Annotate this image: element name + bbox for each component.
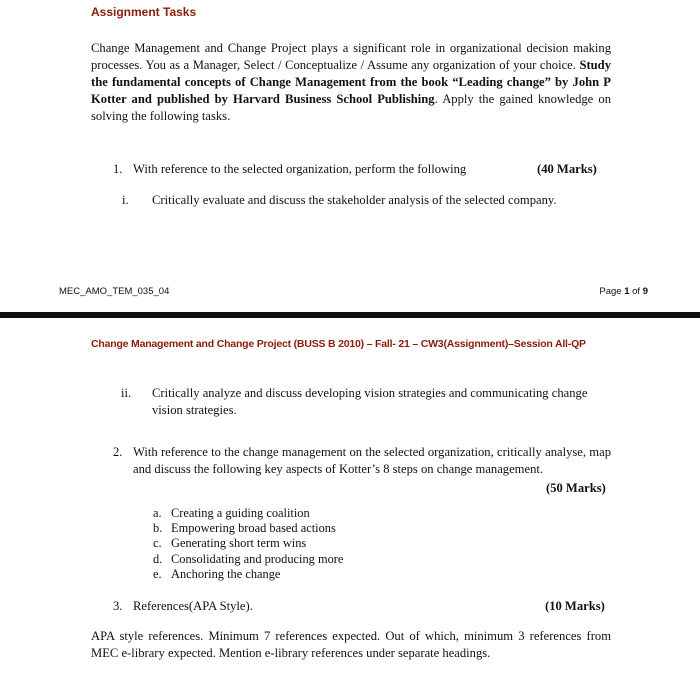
list-item-text: Creating a guiding coalition <box>171 506 310 520</box>
question-1ii-number: ii. <box>121 386 132 400</box>
question-2-text: With reference to the change management on the selected organization, critically analyse, map and discuss the following key aspects of Kotter’s 8 steps on change management. <box>133 445 611 476</box>
list-item-letter: c. <box>153 536 162 551</box>
question-1i-text: Critically evaluate and discuss the stakeholder analysis of the selected company. <box>152 193 557 207</box>
list-item-text: Empowering broad based actions <box>171 521 336 536</box>
question-1i-number: i. <box>122 193 129 207</box>
intro-text-1: Change Management and Change Project plays a significant role in organizational decision making processes. You as a Manager, Select / Conceptualize / Assume any organization of your choice. <box>91 41 611 72</box>
page-number <box>599 286 648 297</box>
list-item-text: Consolidating and producing more <box>171 551 344 566</box>
page-total: 9 <box>642 286 648 297</box>
list-item-letter: b. <box>153 521 163 536</box>
kotter-steps-list <box>153 506 343 582</box>
list-item <box>153 536 343 551</box>
page-of: of <box>629 286 643 297</box>
question-2-number: 2. <box>113 445 123 459</box>
question-3-text: References(APA Style). <box>133 599 253 613</box>
list-item-text: Generating short term wins <box>171 536 307 551</box>
document-page-1 <box>0 0 700 312</box>
question-1-text: With reference to the selected organization, perform the following <box>133 162 467 176</box>
question-1ii-text: Critically analyze and discuss developing vision strategies and communicating change vision strategies. <box>152 386 588 417</box>
list-item <box>153 552 343 567</box>
page-current: 1 <box>624 286 630 297</box>
intro-text-bold: Study the fundamental concepts of Change Management from the book “Leading change” by John P Kotter and published by Harvard Business School Publishing <box>91 58 611 106</box>
intro-paragraph <box>91 40 611 125</box>
question-3-number: 3. <box>113 599 123 613</box>
references-paragraph: APA style references. Minimum 7 references expected. Out of which, minimum 3 references from MEC e-library expected. Mention e-library references under separate headings. <box>91 629 611 660</box>
course-header: Change Management and Change Project (BUSS B 2010) – Fall- 21 – CW3(Assignment)–Session All-QP <box>91 338 586 350</box>
list-item <box>153 521 343 536</box>
question-3-marks: (10 Marks) <box>545 599 605 613</box>
list-item-letter: a. <box>153 506 162 520</box>
document-page-2 <box>0 318 700 677</box>
list-item-text: Anchoring the change <box>171 566 281 581</box>
document-code: MEC_AMO_TEM_035_04 <box>59 286 170 297</box>
list-item <box>153 506 343 521</box>
question-1-marks: (40 Marks) <box>537 162 597 176</box>
page-prefix: Page <box>599 286 625 297</box>
list-item <box>153 567 343 582</box>
assignment-tasks-heading: Assignment Tasks <box>91 5 197 19</box>
intro-text-2: . Apply the gained knowledge on solving the following tasks. <box>91 92 611 123</box>
question-2-marks: (50 Marks) <box>546 481 606 495</box>
question-1-number: 1. <box>113 162 123 176</box>
list-item-letter: d. <box>153 551 163 566</box>
list-item-letter: e. <box>153 566 162 581</box>
